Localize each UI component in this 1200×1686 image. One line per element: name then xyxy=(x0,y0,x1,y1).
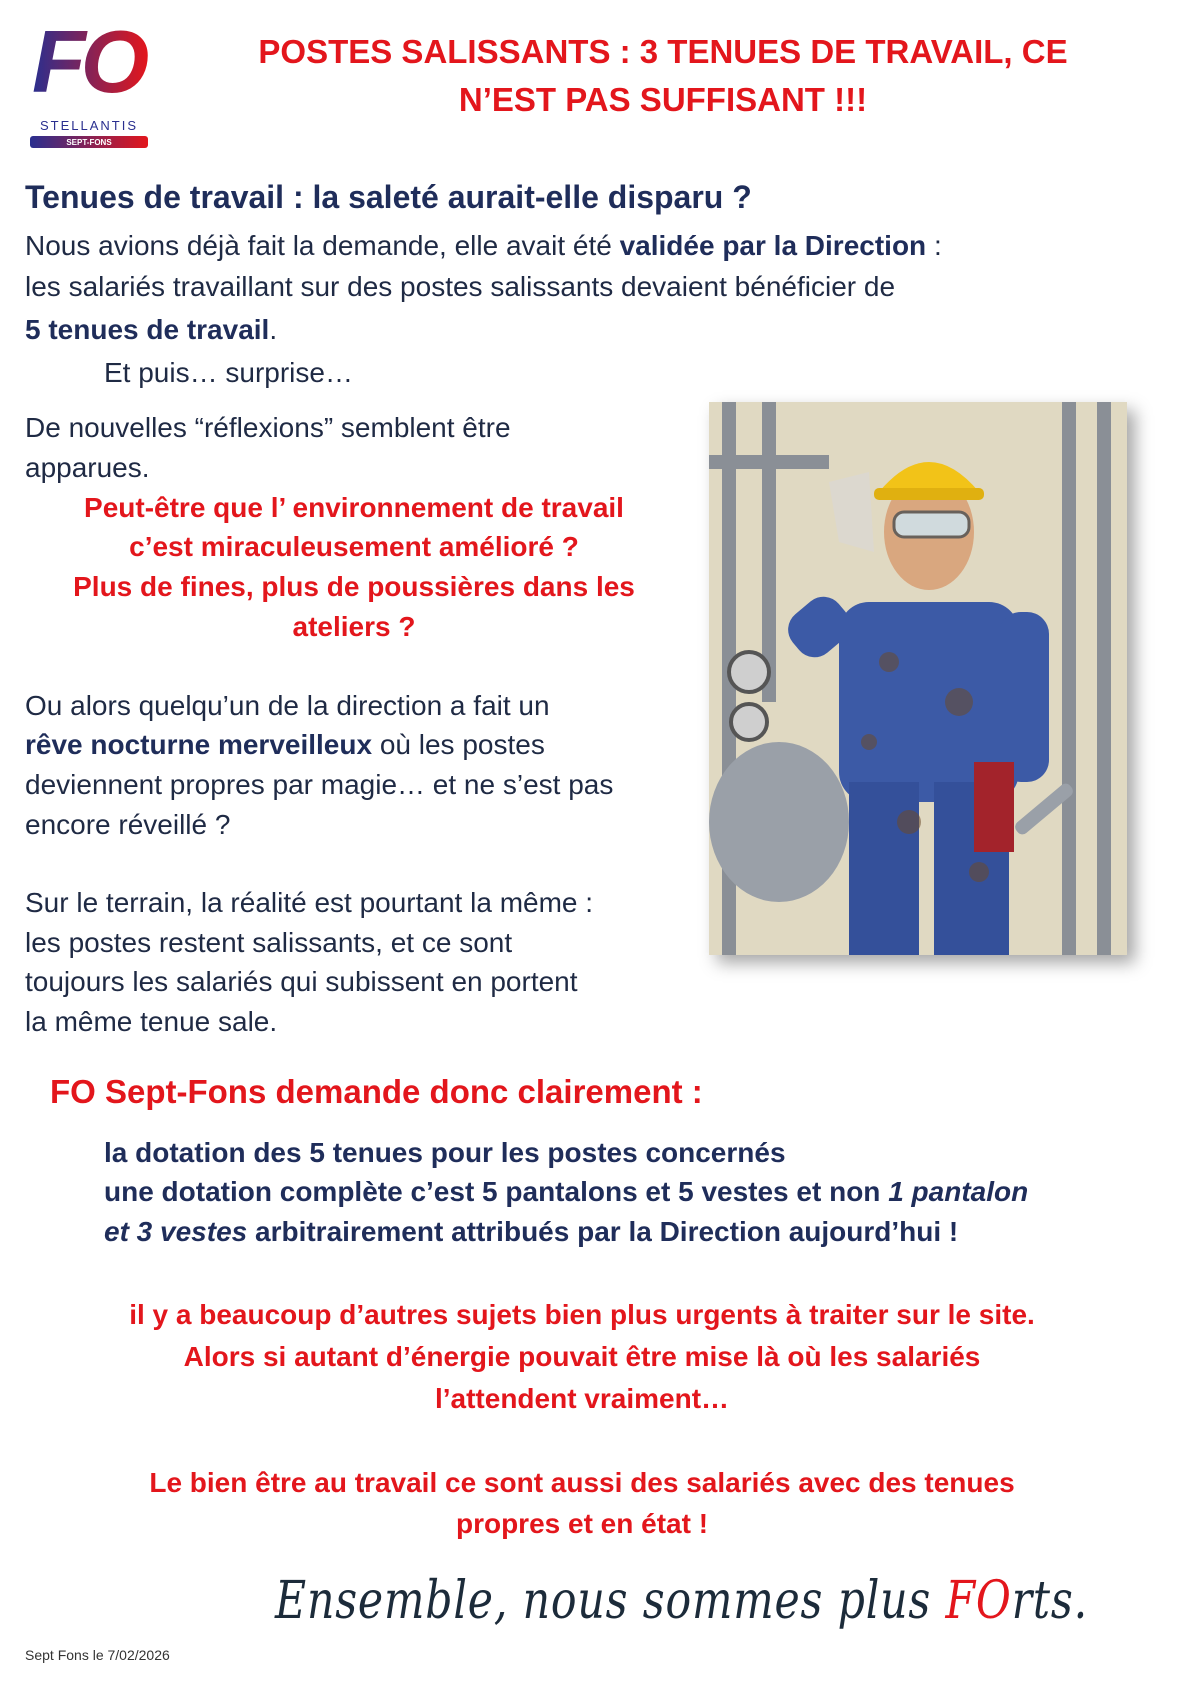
intro-line: Et puis… surprise… xyxy=(104,357,353,388)
paragraph-line: Sur le terrain, la réalité est pourtant la même : xyxy=(25,887,594,918)
paragraph-line: la même tenue sale. xyxy=(25,1006,278,1037)
demand-heading: FO Sept-Fons demande donc clairement : xyxy=(50,1073,703,1110)
section-heading: Tenues de travail : la saleté aurait-elle disparu ? xyxy=(25,179,752,215)
svg-text:FO: FO xyxy=(32,12,145,111)
red-question-line: Plus de fines, plus de poussières dans les xyxy=(73,571,635,602)
motto: Ensemble, nous sommes plus FOrts. xyxy=(275,1571,1088,1631)
paragraph-line: les postes restent salissants, et ce sont xyxy=(25,927,513,958)
paragraph-line: Ou alors quelqu’un de la direction a fait un xyxy=(25,690,550,721)
intro-line: Nous avions déjà fait la demande, elle avait été validée par la Direction : xyxy=(25,230,942,261)
paragraph-line: encore réveillé ? xyxy=(25,809,231,840)
paragraph-line: De nouvelles “réflexions” semblent être xyxy=(25,412,511,443)
paragraph-line: apparues. xyxy=(25,452,150,483)
urgent-line: il y a beaucoup d’autres sujets bien plus urgents à traiter sur le site. xyxy=(129,1299,1035,1330)
red-question-line: c’est miraculeusement amélioré ? xyxy=(129,531,579,562)
urgent-line: l’attendent vraiment… xyxy=(434,1383,730,1414)
paragraph-line: deviennent propres par magie… et ne s’est pas xyxy=(25,769,614,800)
wellbeing-line: Le bien être au travail ce sont aussi des salariés avec des tenues xyxy=(149,1467,1015,1498)
urgent-line: Alors si autant d’énergie pouvait être mise là où les salariés xyxy=(183,1341,981,1372)
intro-line: les salariés travaillant sur des postes salissants devaient bénéficier de xyxy=(25,271,896,302)
date-footer: Sept Fons le 7/02/2026 xyxy=(25,1647,170,1663)
document-title xyxy=(163,28,1163,124)
demand-line: une dotation complète c’est 5 pantalons et 5 vestes et non 1 pantalon xyxy=(104,1176,1029,1207)
svg-text:STELLANTIS: STELLANTIS xyxy=(39,118,139,133)
dirty-worker-illustration xyxy=(709,402,1127,955)
paragraph-line: rêve nocturne merveilleux où les postes xyxy=(25,729,545,760)
title-line: N’EST PAS SUFFISANT !!! xyxy=(458,81,868,118)
red-question-line: ateliers ? xyxy=(292,611,416,642)
fo-logo xyxy=(26,12,152,148)
wellbeing-line: propres et en état ! xyxy=(455,1508,709,1539)
svg-text:SEPT-FONS: SEPT-FONS xyxy=(66,138,112,147)
intro-line: 5 tenues de travail. xyxy=(25,314,278,345)
demand-line: la dotation des 5 tenues pour les postes concernés xyxy=(104,1137,786,1168)
paragraph-line: toujours les salariés qui subissent en portent xyxy=(25,966,578,997)
demand-line: et 3 vestes arbitrairement attribués par la Direction aujourd’hui ! xyxy=(104,1216,959,1247)
red-question-line: Peut-être que l’ environnement de travail xyxy=(84,492,624,523)
title-line: POSTES SALISSANTS : 3 TENUES DE TRAVAIL, CE xyxy=(258,33,1068,70)
